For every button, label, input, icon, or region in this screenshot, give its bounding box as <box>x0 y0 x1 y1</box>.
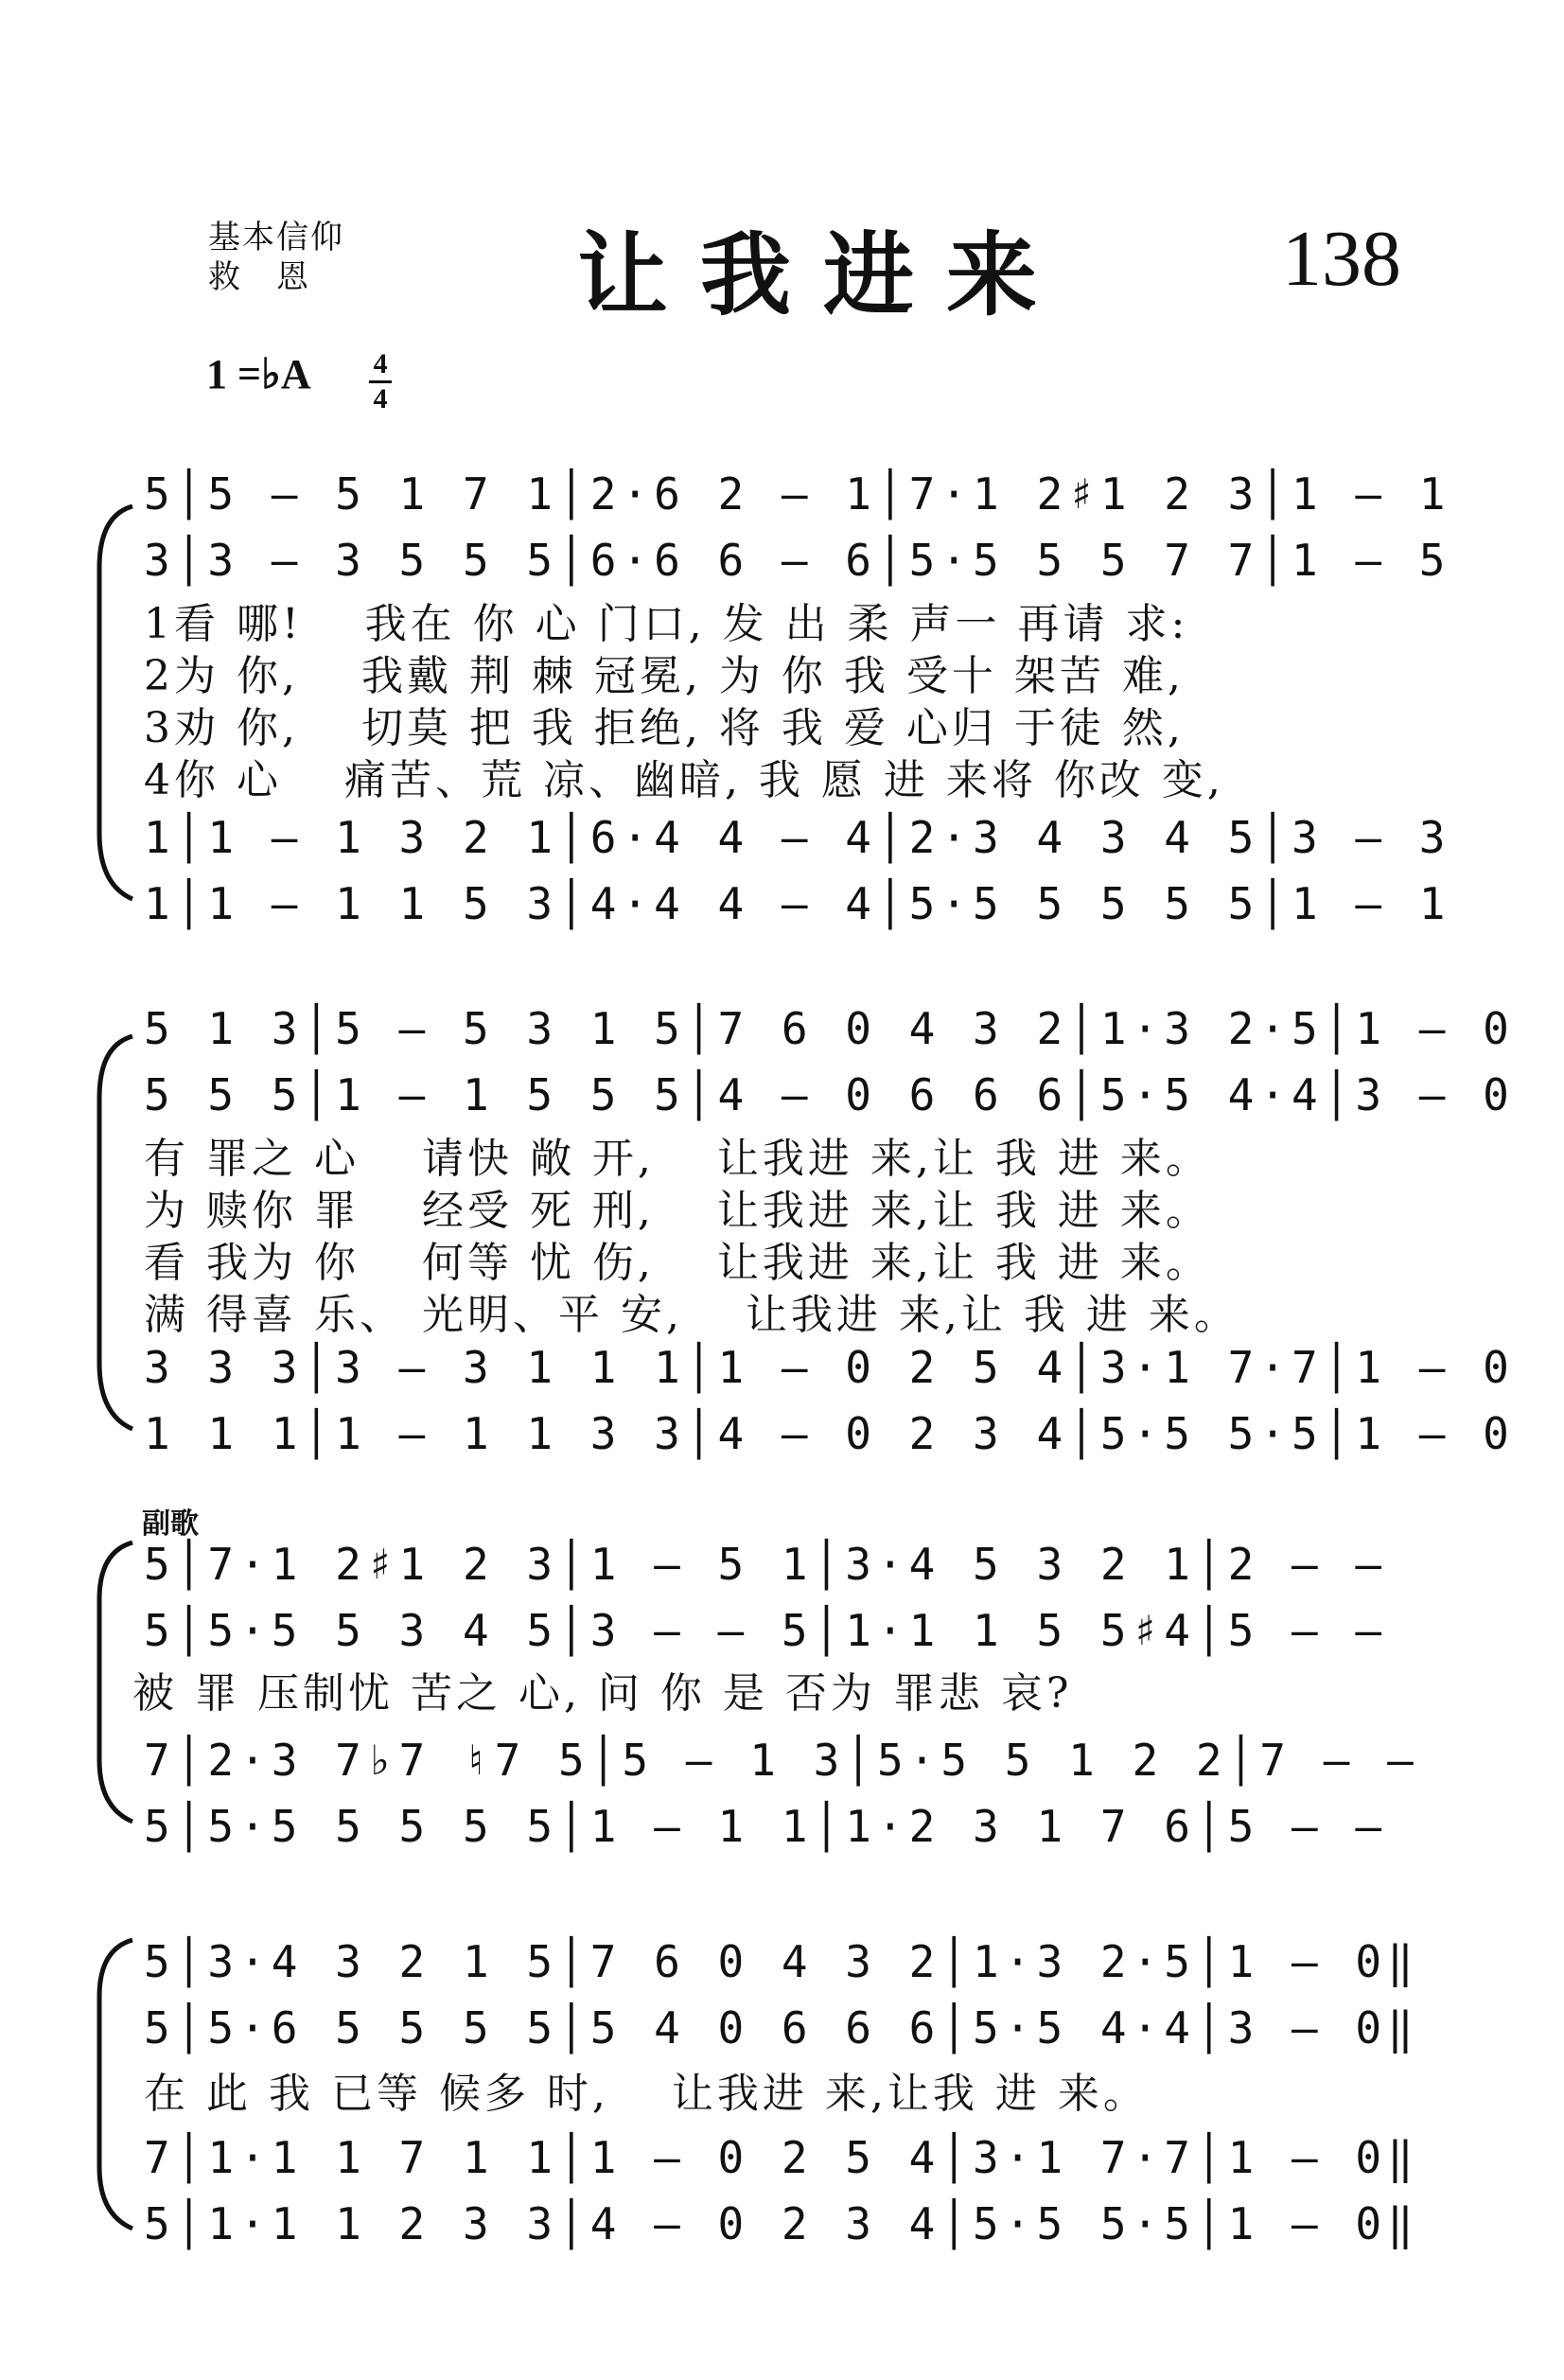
hymn-number: 138 <box>1282 215 1401 303</box>
sys2-lyric-2: 为 赎你 罪 经受 死 刑, 让我进 来,让 我 进 来。 <box>144 1187 1211 1235</box>
bracket-system-4 <box>99 1940 132 2229</box>
sys1-tenor: 1│1 – 1 3 2 1│6·4 4 – 4│2·3 4 3 4 5│3 – 3 <box>144 812 1451 863</box>
page-title: 让我进来 <box>577 221 1069 328</box>
sys2-soprano: 5 1 3│5 – 5 3 1 5│7 6 0 4 3 2│1·3 2·5│1 – 0 <box>144 1003 1515 1054</box>
sys4-lyric-1: 在 此 我 已等 候多 时, 让我进 来,让我 进 来。 <box>144 2070 1149 2118</box>
time-top: 4 <box>373 348 388 379</box>
sys2-alto: 5 5 5│1 – 1 5 5 5│4 – 0 6 6 6│5·5 4·4│3 – 0 <box>144 1069 1515 1120</box>
sys2-lyric-4: 满 得喜 乐、 光明、平 安, 让我进 来,让 我 进 来。 <box>144 1291 1239 1339</box>
sys3-lyric-1: 被 罪 压制忧 苦之 心, 问 你 是 否为 罪悲 哀? <box>132 1669 1073 1718</box>
sys3-tenor: 7│2·3 7♭7 ♮7 5│5 – 1 3│5·5 5 1 2 2│7 – – <box>144 1735 1419 1786</box>
sys1-lyric-1: 1看 哪! 我在 你 心 门口, 发 出 柔 声一 再请 求: <box>144 600 1189 648</box>
sys1-lyric-3: 3劝 你, 切莫 把 我 拒绝, 将 我 爱 心归 于徒 然, <box>144 704 1185 752</box>
sys1-alto: 3│3 – 3 5 5 5│6·6 6 – 6│5·5 5 5 7 7│1 – 5 <box>144 535 1451 586</box>
category-line-1: 基本信仰 <box>208 219 344 256</box>
sys2-lyric-1: 有 罪之 心 请快 敞 开, 让我进 来,让 我 进 来。 <box>144 1135 1211 1183</box>
sys1-bass: 1│1 – 1 1 5 3│4·4 4 – 4│5·5 5 5 5 5│1 – 1 <box>144 878 1451 929</box>
sys3-alto: 5│5·5 5 3 4 5│3 – – 5│1·1 1 5 5♯4│5 – – <box>144 1605 1388 1656</box>
category-line-2: 救 恩 <box>208 258 310 296</box>
sys4-bass: 5│1·1 1 2 3 3│4 – 0 2 3 4│5·5 5·5│1 – 0‖ <box>144 2198 1419 2249</box>
bracket-system-2 <box>99 1036 132 1429</box>
bracket-system-3 <box>99 1543 132 1822</box>
refrain-label: 副歌 <box>142 1507 199 1541</box>
bracket-system-1 <box>99 506 132 899</box>
sys2-bass: 1 1 1│1 – 1 1 3 3│4 – 0 2 3 4│5·5 5·5│1 – 0 <box>144 1408 1515 1459</box>
key-signature: 1 =♭A <box>206 351 311 397</box>
sys2-lyric-3: 看 我为 你 何等 忧 伤, 让我进 来,让 我 进 来。 <box>144 1239 1211 1287</box>
sys2-tenor: 3 3 3│3 – 3 1 1 1│1 – 0 2 5 4│3·1 7·7│1 – 0 <box>144 1342 1515 1393</box>
sys1-lyric-4: 4你 心 痛苦、荒 凉、幽暗, 我 愿 进 来将 你改 变, <box>144 756 1224 804</box>
sys4-tenor: 7│1·1 1 7 1 1│1 – 0 2 5 4│3·1 7·7│1 – 0‖ <box>144 2132 1419 2183</box>
sys1-soprano: 5│5 – 5 1 7 1│2·6 2 – 1│7·1 2♯1 2 3│1 – 1 <box>144 468 1451 520</box>
sys1-lyric-2: 2为 你, 我戴 荆 棘 冠冕, 为 你 我 受十 架苦 难, <box>144 652 1185 700</box>
sys3-bass: 5│5·5 5 5 5 5│1 – 1 1│1·2 3 1 7 6│5 – – <box>144 1801 1388 1852</box>
sys3-soprano: 5│7·1 2♯1 2 3│1 – 5 1│3·4 5 3 2 1│2 – – <box>144 1539 1388 1590</box>
time-bottom: 4 <box>373 383 388 414</box>
sys4-alto: 5│5·6 5 5 5 5│5 4 0 6 6 6│5·5 4·4│3 – 0‖ <box>144 2002 1419 2054</box>
sys4-soprano: 5│3·4 3 2 1 5│7 6 0 4 3 2│1·3 2·5│1 – 0‖ <box>144 1936 1419 1987</box>
